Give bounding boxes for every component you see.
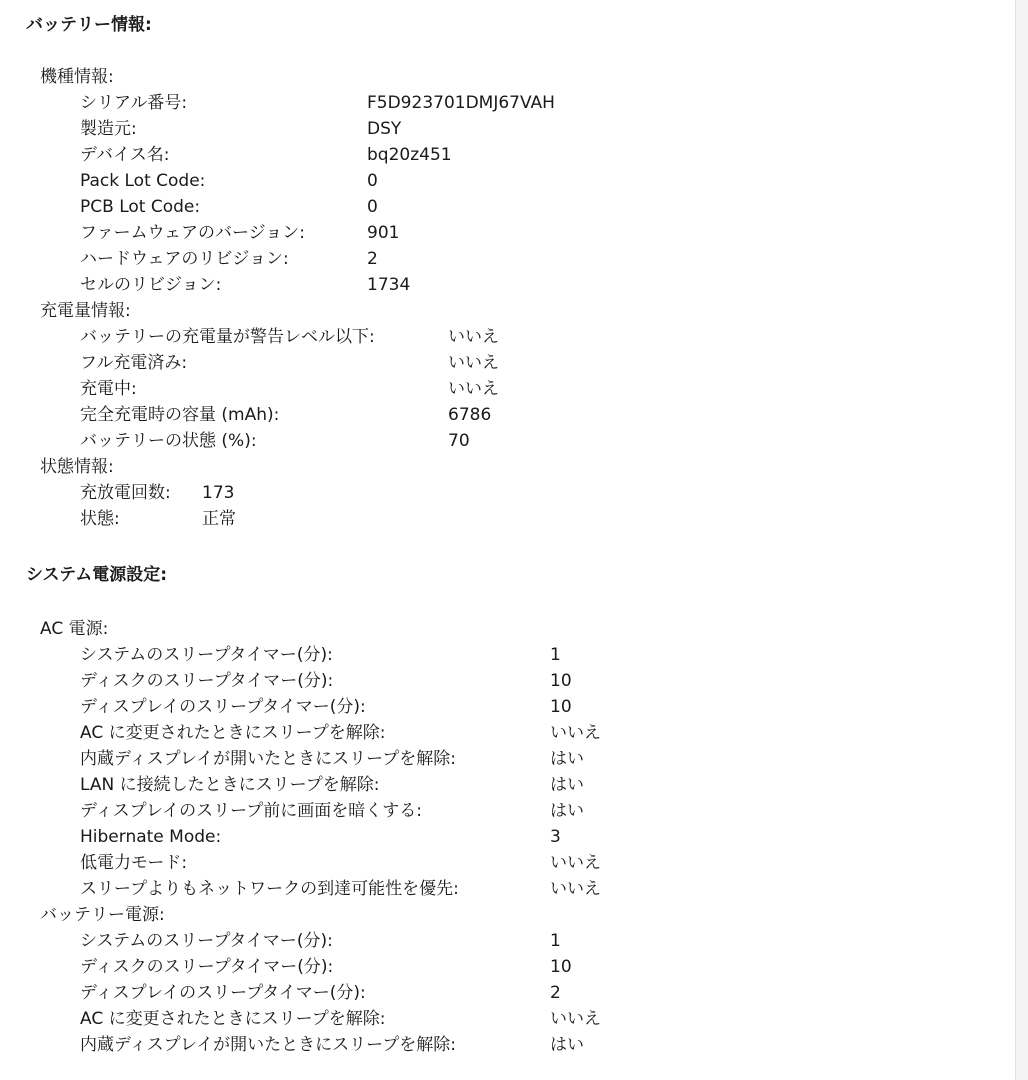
info-key: AC に変更されたときにスリープを解除: (80, 1009, 386, 1029)
info-value: はい (550, 1035, 584, 1055)
info-key: ディスクのスリープタイマー(分): (80, 957, 334, 977)
info-key: 充放電回数: (80, 483, 171, 503)
info-key: ディスプレイのスリープ前に画面を暗くする: (80, 801, 422, 821)
info-key: ディスプレイのスリープタイマー(分): (80, 983, 366, 1003)
info-value: 70 (448, 431, 470, 451)
info-key: 状態: (80, 509, 120, 529)
battery-info-heading: バッテリー情報: (26, 15, 152, 35)
info-key: Hibernate Mode: (80, 827, 222, 847)
charge-info-label: 充電量情報: (40, 301, 131, 321)
health-info-label: 状態情報: (40, 457, 114, 477)
info-value: 6786 (448, 405, 492, 425)
info-key: Pack Lot Code: (80, 171, 206, 191)
info-value: いいえ (448, 353, 499, 373)
info-key: シリアル番号: (80, 93, 188, 113)
info-value: 3 (550, 827, 561, 847)
info-key: 完全充電時の容量 (mAh): (80, 405, 280, 425)
info-value: いいえ (550, 879, 601, 899)
info-value: 1734 (367, 275, 411, 295)
info-key: デバイス名: (80, 145, 170, 165)
model-info-label: 機種情報: (40, 67, 114, 87)
info-key: セルのリビジョン: (80, 275, 222, 295)
power-settings-heading: システム電源設定: (26, 565, 168, 585)
info-value: 10 (550, 957, 572, 977)
info-value: 1 (550, 645, 561, 665)
info-value: いいえ (550, 853, 601, 873)
info-key: ディスプレイのスリープタイマー(分): (80, 697, 366, 717)
info-key: ファームウェアのバージョン: (80, 223, 306, 243)
info-value: F5D923701DMJ67VAH (367, 93, 555, 113)
info-key: フル充電済み: (80, 353, 188, 373)
info-key: バッテリーの充電量が警告レベル以下: (80, 327, 375, 347)
ac-power-label: AC 電源: (40, 619, 109, 639)
info-key: スリープよりもネットワークの到達可能性を優先: (80, 879, 459, 899)
scrollbar-track[interactable] (1015, 0, 1028, 1080)
info-value: いいえ (550, 723, 601, 743)
info-key: システムのスリープタイマー(分): (80, 931, 333, 951)
info-value: はい (550, 801, 584, 821)
info-value: 2 (367, 249, 378, 269)
battery-power-label: バッテリー電源: (40, 905, 165, 925)
info-key: バッテリーの状態 (%): (80, 431, 257, 451)
info-value: いいえ (448, 327, 499, 347)
info-key: LAN に接続したときにスリープを解除: (80, 775, 380, 795)
info-key: ハードウェアのリビジョン: (80, 249, 289, 269)
info-value: 0 (367, 171, 378, 191)
info-value: はい (550, 749, 584, 769)
info-value: 173 (202, 483, 235, 503)
info-value: DSY (367, 119, 402, 139)
info-value: 10 (550, 671, 572, 691)
info-value: 2 (550, 983, 561, 1003)
info-value: 正常 (202, 509, 236, 529)
info-value: はい (550, 775, 584, 795)
info-value: 901 (367, 223, 400, 243)
info-value: 1 (550, 931, 561, 951)
info-value: 0 (367, 197, 378, 217)
info-key: 低電力モード: (80, 853, 188, 873)
info-value: bq20z451 (367, 145, 452, 165)
info-value: いいえ (550, 1009, 601, 1029)
info-key: 内蔵ディスプレイが開いたときにスリープを解除: (80, 1035, 456, 1055)
info-key: AC に変更されたときにスリープを解除: (80, 723, 386, 743)
info-key: 充電中: (80, 379, 137, 399)
info-value: 10 (550, 697, 572, 717)
info-value: いいえ (448, 379, 499, 399)
info-key: ディスクのスリープタイマー(分): (80, 671, 334, 691)
info-key: システムのスリープタイマー(分): (80, 645, 333, 665)
info-key: PCB Lot Code: (80, 197, 201, 217)
info-key: 内蔵ディスプレイが開いたときにスリープを解除: (80, 749, 456, 769)
info-key: 製造元: (80, 119, 137, 139)
